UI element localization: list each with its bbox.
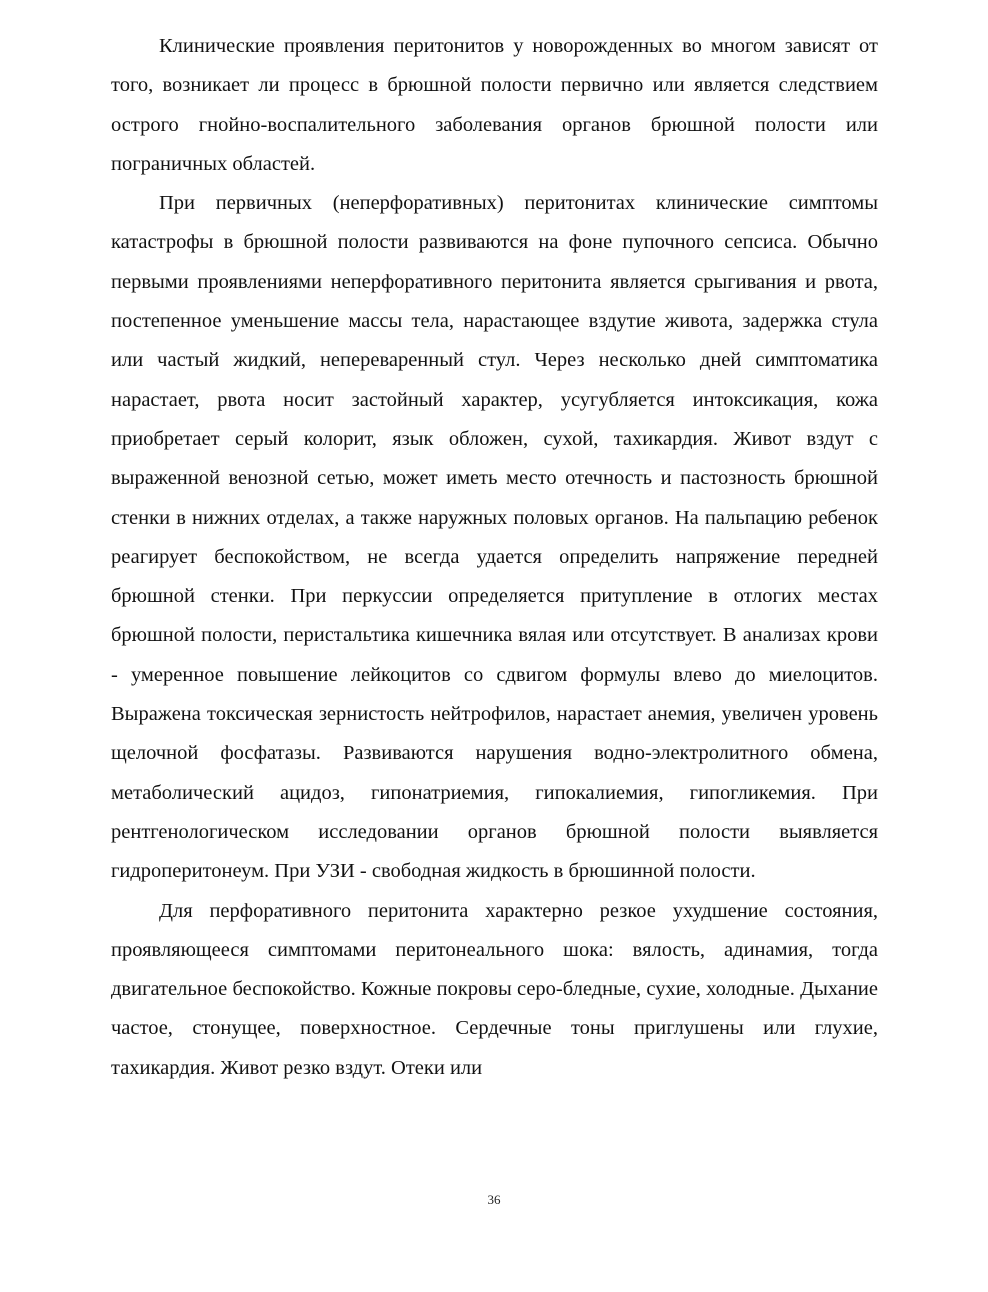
paragraph-primary-peritonitis: При первичных (неперфоративных) перитонитах клинические симптомы катастрофы в брюшной полости развиваются на фоне пупочного сепсиса. Обычно первыми проявлениями неперфоративного перитонита является срыгивания и рвота, постепенное уменьшение массы тела, нарастающее вздутие живота, задержка стула или частый жидкий, непереваренный стул. Через несколько дней симптоматика нарастает, рвота носит застойный характер, усугубляется интоксикация, кожа приобретает серый колорит, язык обложен, сухой, тахикардия. Живот вздут с выраженной венозной сетью, может иметь место отечность и пастозность брюшной стенки в нижних отделах, а также наружных половых органов. На пальпацию ребенок реагирует беспокойством, не всегда удается определить напряжение передней брюшной стенки. При перкуссии определяется притупление в отлогих местах брюшной полости, перистальтика кишечника вялая или отсутствует. В анализах крови - умеренное повышение лейкоцитов со сдвигом формулы влево до миелоцитов. Выражена токсическая зернистость нейтрофилов, нарастает анемия, увеличен уровень щелочной фосфатазы. Развиваются нарушения водно-электролитного обмена, метаболический ацидоз, гипонатриемия, гипокалиемия, гипогликемия. При рентгенологическом исследовании органов брюшной полости выявляется гидроперитонеум. При УЗИ - свободная жидкость в брюшинной полости. [111, 192, 878, 883]
paragraph-perforative-peritonitis: Для перфоративного перитонита характерно резкое ухудшение состояния, проявляющееся симптомами перитонеального шока: вялость, адинамия, тогда двигательное беспокойство. Кожные покровы серо-бледные, сухие, холодные. Дыхание частое, стонущее, поверхностное. Сердечные тоны приглушены или глухие, тахикардия. Живот резко вздут. Отеки или [111, 899, 878, 1079]
document-body [111, 27, 878, 1088]
page-number: 36 [487, 1192, 501, 1207]
paragraph-intro: Клинические проявления перитонитов у новорожденных во многом зависят от того, возникает ли процесс в брюшной полости первично или является следствием острого гнойно-воспалительного заболевания органов брюшной полости или пограничных областей. [111, 35, 878, 175]
